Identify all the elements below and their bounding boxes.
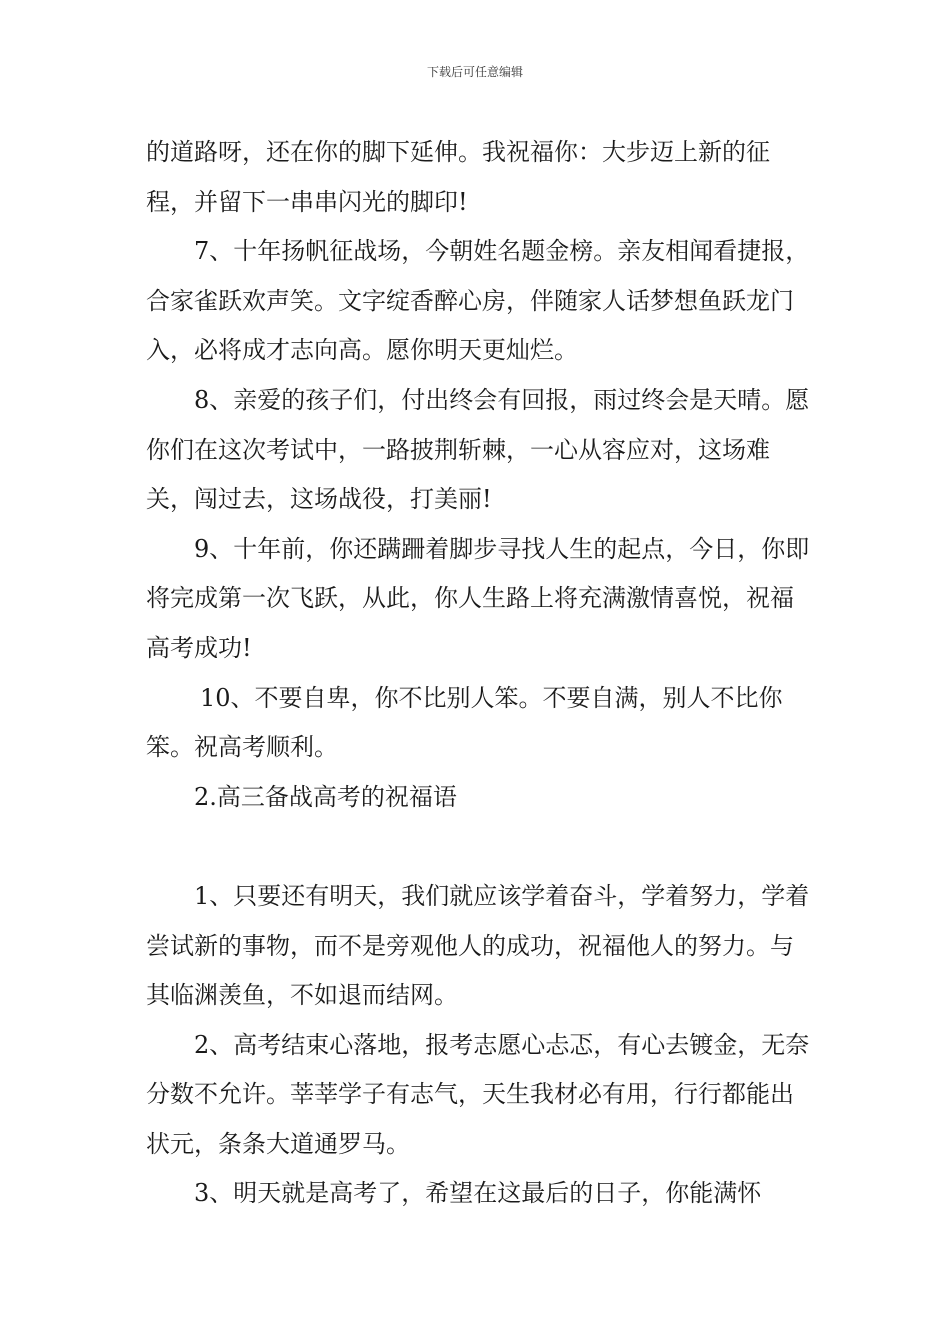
paragraph-continuation: 的道路呀，还在你的脚下延伸。我祝福你：大步迈上新的征程，并留下一串串闪光的脚印!	[146, 138, 770, 216]
paragraph-item-1: 1、只要还有明天，我们就应该学着奋斗，学着努力，学着尝试新的事物，而不是旁观他人的成功，祝福他人的努力。与其临渊羡鱼，不如退而结网。	[146, 881, 810, 1010]
page-header-note: 下载后可任意编辑	[426, 65, 523, 79]
paragraph-item-2: 2、高考结束心落地，报考志愿心忐忑，有心去镀金，无奈分数不允许。莘莘学子有志气，天生我材必有用，行行都能出状元，条条大道通罗马。	[146, 1030, 810, 1158]
document-body	[146, 128, 810, 1219]
paragraph-item-8: 8、亲爱的孩子们，付出终会有回报，雨过终会是天晴。愿你们在这次考试中，一路披荆斩棘，一心从容应对，这场难关，闯过去，这场战役，打美丽!	[146, 385, 810, 514]
section-heading: 2.高三备战高考的祝福语	[194, 782, 457, 811]
paragraph-item-10: 10、不要自卑，你不比别人笨。不要自满，别人不比你笨。祝高考顺利。	[146, 683, 783, 762]
paragraph-item-3: 3、明天就是高考了，希望在这最后的日子，你能满怀	[194, 1179, 762, 1208]
section-gap	[146, 822, 810, 872]
paragraph-item-7: 7、十年扬帆征战场，今朝姓名题金榜。亲友相闻看捷报，合家雀跃欢声笑。文字绽香醉心房，伴随家人话梦想鱼跃龙门入，必将成才志向高。愿你明天更灿烂。	[146, 237, 810, 365]
paragraph-item-9: 9、十年前，你还蹒跚着脚步寻找人生的起点，今日，你即将完成第一次飞跃，从此，你人生路上将充满激情喜悦，祝福高考成功!	[146, 534, 810, 662]
